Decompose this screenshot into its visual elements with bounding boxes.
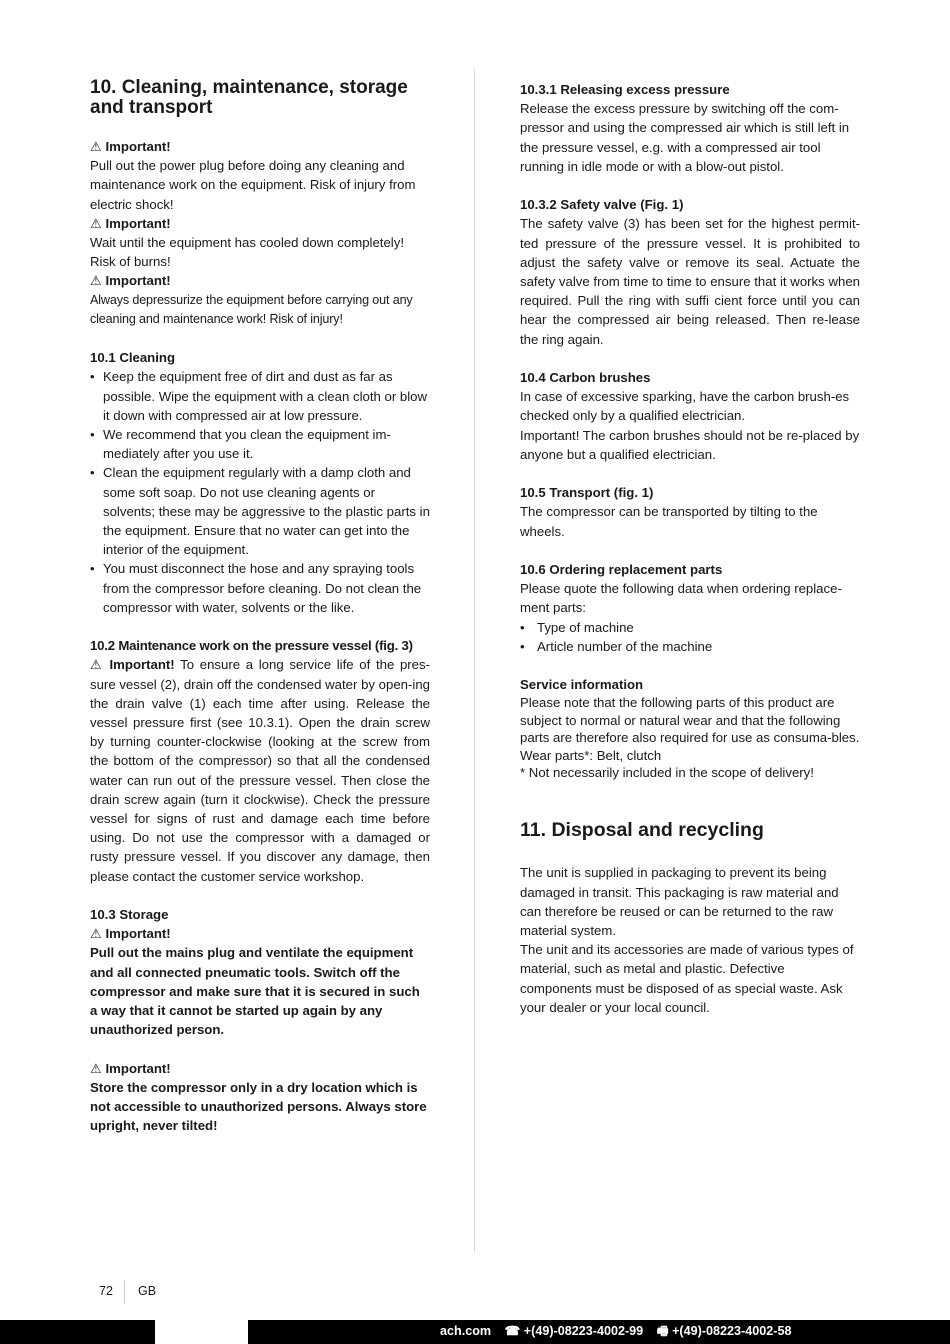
bullet-icon: •: [90, 465, 95, 481]
service-title: Service information: [520, 677, 644, 693]
list-item: • Keep the equipment free of dirt and dust as far as possible. Wipe the equipment with a clean cloth or blow it down with compressed air at low pressure.: [90, 369, 428, 423]
website-fragment: ach.com: [440, 1324, 492, 1338]
service-note: * Not necessarily included in the scope of delivery!: [520, 765, 814, 781]
left-column: [90, 78, 430, 1136]
right-column: [520, 80, 860, 1017]
transport-title: 10.5 Transport (fig. 1): [520, 485, 654, 501]
transport-text: The compressor can be transported by tilting to the wheels.: [520, 504, 818, 539]
warning-2: ⚠ Important!: [90, 215, 171, 231]
section-heading-cleaning: 10. Cleaning, maintenance, storage and transport: [90, 77, 408, 118]
section-heading-disposal: 11. Disposal and recycling: [520, 819, 764, 842]
list-item: • Type of machine: [520, 618, 860, 637]
bullet-icon: •: [520, 619, 525, 635]
storage-warning-2-text: Store the compressor only in a dry location which is not accessible to unauthorized persons. Always store upright, never tilted!: [90, 1079, 427, 1134]
bullet-icon: •: [90, 561, 95, 577]
storage-title: 10.3 Storage: [90, 907, 169, 923]
fax-number: 🖷 +(49)-08223-4002-58: [656, 1324, 792, 1338]
bullet-icon: •: [520, 638, 525, 654]
bullet-icon: •: [90, 427, 95, 443]
warning-3: ⚠ Important!: [90, 273, 171, 289]
page-number: 72: [99, 1284, 113, 1298]
warning-triangle-icon: ⚠: [90, 215, 102, 231]
phone-number: ☎ +(49)-08223-4002-99: [504, 1324, 644, 1338]
list-item: • Clean the equipment regularly with a damp cloth and some soft soap. Do not use cleaning agents or solvents; these may be aggressive to the plastic parts in the equipment. Ensure that no water can get into the interior of the equipment.: [90, 465, 430, 558]
language-code: GB: [138, 1284, 157, 1298]
warning-triangle-icon: ⚠: [90, 657, 104, 673]
list-item: • Article number of the machine: [520, 637, 860, 656]
list-item: • You must disconnect the hose and any spraying tools from the compressor before cleaning. Do not clean the compressor with water, solvents or the like.: [90, 561, 422, 615]
storage-warning-1-text: Pull out the mains plug and ventilate the equipment and all connected pneumatic tools. Switch off the compressor and make sure that it is secured in such a way that it cannot be started up again by any unauthorized person.: [90, 945, 420, 1038]
release-title: 10.3.1 Releasing excess pressure: [520, 82, 730, 97]
column-divider: [474, 68, 475, 1253]
fax-icon: 🖷: [656, 1324, 669, 1338]
disposal-text-1: The unit is supplied in packaging to prevent its being damaged in transit. This packaging is raw material and can therefore be reused or can be returned to the raw material system.: [520, 865, 839, 939]
warning-triangle-icon: ⚠: [90, 926, 102, 942]
bullet-icon: •: [90, 369, 95, 385]
maintenance-title: 10.2 Maintenance work on the pressure vessel (fig. 3): [90, 638, 413, 654]
storage-warning-2: ⚠ Important!: [90, 1060, 171, 1076]
warning-triangle-icon: ⚠: [90, 139, 102, 154]
release-text: Release the excess pressure by switching off the com-pressor and using the compressed air which is still left in the pressure vessel, e.g. with a compressed air tool running in idle mode or with a blow-out pistol.: [520, 101, 850, 174]
carbon-brushes-text-2: Important! The carbon brushes should not be re-placed by anyone but a qualified electrician.: [520, 427, 860, 462]
safety-valve-title: 10.3.2 Safety valve (Fig. 1): [520, 197, 684, 213]
list-item: • We recommend that you clean the equipment im-mediately after you use it.: [90, 427, 391, 462]
carbon-brushes-text-1: In case of excessive sparking, have the carbon brush-es checked only by a qualified electrician.: [520, 389, 850, 424]
maintenance-text: ⚠ Important! To ensure a long service life of the pres-sure vessel (2), drain off the condensed water by open-ing the drain valve (1) each time after using. Release the vessel pressure first (see 10.3.1). Open the drain screw by turning counter-clockwise (looking at the screw from the bottom of the compressor) so that all the condensed water can run out of the pressure vessel. Then close the drain screw again (turn it clockwise). Check the pressure vessel for signs of rust and damage each time before using. Do not use the compressor with a damaged or rusty pressure vessel. If you discover any damage, then please contact the customer service workshop.: [90, 657, 430, 884]
cleaning-list: [90, 367, 430, 617]
storage-warning-1: ⚠ Important!: [90, 926, 171, 942]
service-text: Please note that the following parts of this product are subject to normal or natural wear and that the following parts are therefore also required for use as consuma-bles.: [520, 695, 860, 746]
cleaning-title: 10.1 Cleaning: [90, 350, 176, 366]
footer-separator: [124, 1280, 125, 1304]
carbon-brushes-title: 10.4 Carbon brushes: [520, 370, 651, 386]
footer-bar-gap: [155, 1320, 248, 1344]
safety-valve-text: The safety valve (3) has been set for the highest permit-ted pressure of the pressure vessel. It is prohibited to adjust the safety valve or remove its seal. Actuate the safety valve from time to time to ensure that it works when required. Pull the ring with suffi cient force until you can hear the compressed air being released. Then re-lease the ring again.: [520, 216, 860, 347]
phone-icon: ☎: [504, 1324, 521, 1338]
ordering-list: [520, 618, 860, 656]
ordering-title: 10.6 Ordering replacement parts: [520, 562, 723, 578]
warning-triangle-icon: ⚠: [90, 1060, 102, 1076]
warning-1-text: Pull out the power plug before doing any cleaning and maintenance work on the equipment. Risk of injury from electric shock!: [90, 158, 416, 212]
disposal-text-2: The unit and its accessories are made of various types of material, such as metal and plastic. Defective components must be disposed of as special waste. Ask your dealer or your local council.: [520, 942, 854, 1015]
warning-3-text: Always depressurize the equipment before carrying out any cleaning and maintenance work! Risk of injury!: [90, 292, 413, 326]
footer-contact-text: [440, 1322, 801, 1340]
warning-1: ⚠ Important!: [90, 139, 171, 154]
service-wear-parts: Wear parts*: Belt, clutch: [520, 747, 662, 763]
warning-2-text: Wait until the equipment has cooled down completely! Risk of burns!: [90, 235, 404, 270]
ordering-text: Please quote the following data when ordering replace-ment parts:: [520, 581, 842, 616]
warning-triangle-icon: ⚠: [90, 273, 102, 289]
